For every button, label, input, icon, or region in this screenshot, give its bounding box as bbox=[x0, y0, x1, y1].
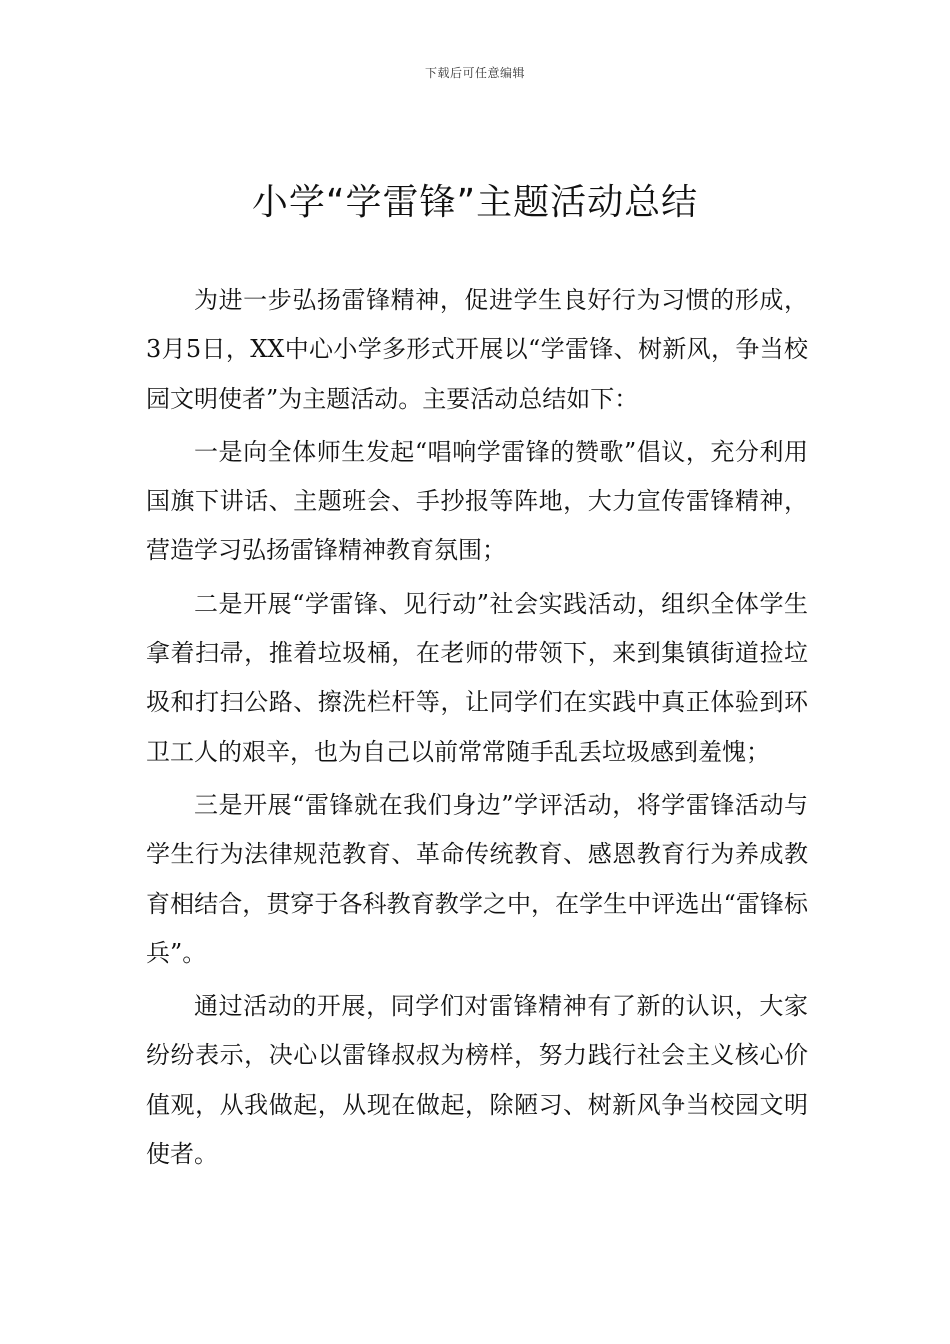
paragraph-conclusion: 通过活动的开展，同学们对雷锋精神有了新的认识，大家纷纷表示，决心以雷锋叔叔为榜样，努力践行社会主义核心价值观，从我做起，从现在做起，除陋习、树新风争当校园文明使者。 bbox=[146, 992, 808, 1169]
paragraph-item-1: 一是向全体师生发起“唱响学雷锋的赞歌”倡议，充分利用国旗下讲话、主题班会、手抄报等阵地，大力宣传雷锋精神，营造学习弘扬雷锋精神教育氛围； bbox=[146, 437, 808, 565]
paragraph-item-3: 三是开展“雷锋就在我们身边”学评活动，将学雷锋活动与学生行为法律规范教育、革命传统教育、感恩教育行为养成教育相结合，贯穿于各科教育教学之中，在学生中评选出“雷锋标兵”。 bbox=[146, 790, 808, 967]
paragraph-item-2: 二是开展“学雷锋、见行动”社会实践活动，组织全体学生拿着扫帚，推着垃圾桶，在老师的带领下，来到集镇街道捡垃圾和打扫公路、擦洗栏杆等，让同学们在实践中真正体验到环卫工人的艰辛，也为自己以前常常随手乱丢垃圾感到羞愧； bbox=[146, 589, 808, 766]
document-title: 小学“学雷锋”主题活动总结 bbox=[251, 182, 699, 223]
document-body bbox=[146, 276, 808, 1179]
paragraph-intro: 为进一步弘扬雷锋精神，促进学生良好行为习惯的形成，3月5日，XX中心小学多形式开展以“学雷锋、树新风，争当校园文明使者”为主题活动。主要活动总结如下： bbox=[146, 286, 808, 413]
header-note: 下载后可任意编辑 bbox=[424, 66, 525, 80]
